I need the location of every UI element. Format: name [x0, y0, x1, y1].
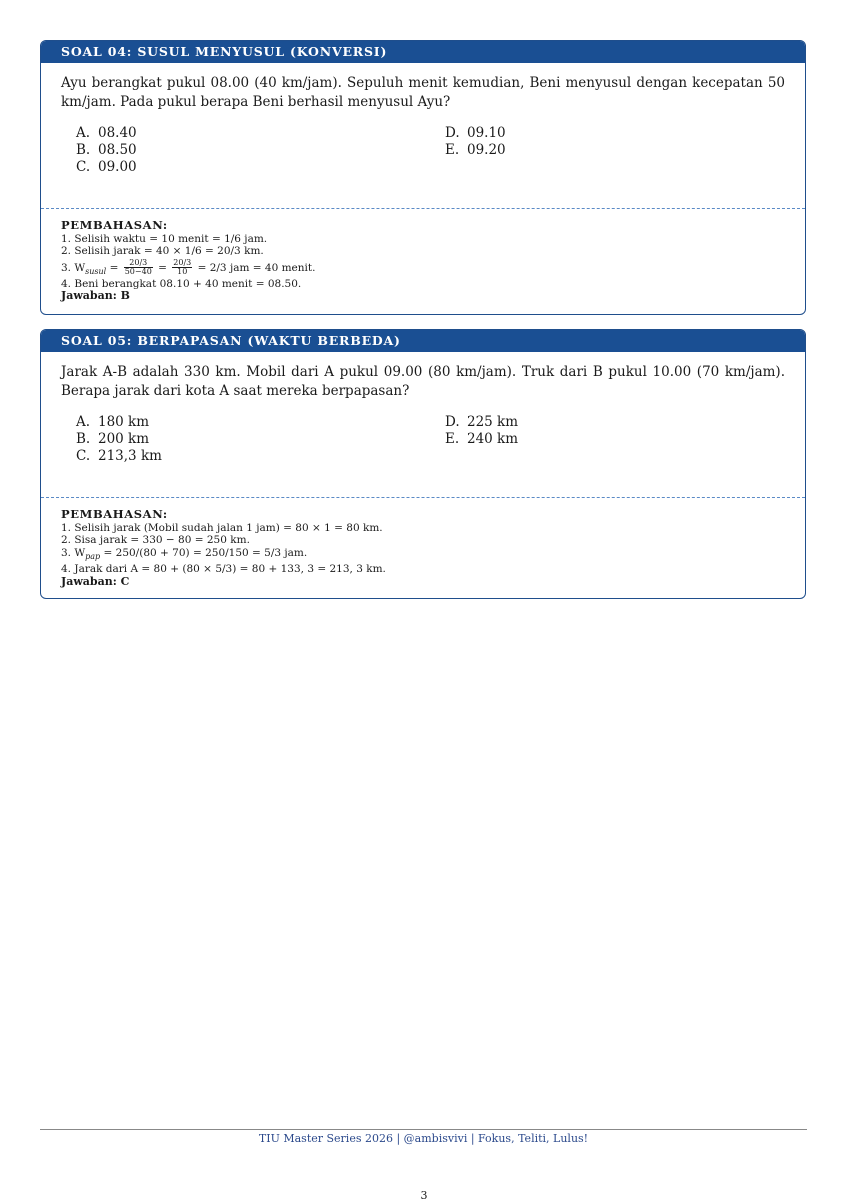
option-a: A. 08.40	[76, 125, 137, 141]
discussion-step-3: 3. $W_{pap} = 250/(80 + 70) = 250/150 = 5/3$ jam.	[61, 546, 308, 561]
option-b: B. 200 km	[76, 431, 150, 447]
option-c: C. 09.00	[76, 159, 137, 175]
fraction-2: $\frac{20/3}{10}$	[173, 258, 192, 276]
discussion-step-1: 1. Selisih jarak (Mobil sudah jalan 1 jam) = 80 × 1 = 80 km.	[61, 521, 383, 534]
option-e: E. 240 km	[445, 431, 519, 447]
card-header: SOAL 05: BERPAPASAN (WAKTU BERBEDA)	[41, 330, 805, 352]
discussion-step-2: 2. Selisih jarak = 40 × 1/6 = 20/3 km.	[61, 245, 264, 257]
options-list	[41, 125, 805, 197]
question-card-05	[40, 329, 806, 599]
card-header: SOAL 04: SUSUL MENYUSUL (KONVERSI)	[41, 41, 805, 63]
option-a: A. 180 km	[76, 414, 150, 430]
discussion-section	[61, 508, 785, 588]
discussion-section	[61, 219, 785, 303]
option-e: E. 09.20	[445, 142, 506, 158]
dashed-divider	[41, 497, 805, 498]
footer-text: TIU Master Series 2026 | @ambisvivi | Fokus, Teliti, Lulus!	[258, 1132, 589, 1145]
fraction-1: $\frac{20/3}{50-40}$	[124, 258, 152, 276]
option-d: D. 225 km	[445, 414, 519, 430]
discussion-step-2: 2. Sisa jarak = 330 − 80 = 250 km.	[61, 534, 250, 546]
discussion-step-1: 1. Selisih waktu = 10 menit = 1/6 jam.	[61, 232, 268, 245]
answer-text: Jawaban: C	[61, 574, 130, 588]
option-c: C. 213,3 km	[76, 448, 162, 464]
page-number: 3	[420, 1189, 428, 1202]
discussion-step-4: 4. Beni berangkat 08.10 + 40 menit = 08.50.	[61, 277, 302, 290]
discussion-step-3: 3. $W_{susul}$ = $\frac{20/3}{50-40}$ = $\frac{20/3}{10}$ = 2/3 jam = 40 menit.	[61, 258, 316, 276]
options-list	[41, 414, 805, 486]
answer-text: Jawaban: B	[61, 289, 130, 302]
option-d: D. 09.10	[445, 125, 506, 141]
discussion-title: PEMBAHASAN:	[61, 507, 168, 521]
question-text: Jarak A-B adalah 330 km. Mobil dari A pukul 09.00 (80 km/jam). Truk dari B pukul 10.00 (70 km/jam). Berapa jarak dari kota A saat mereka berpapasan?	[61, 364, 785, 399]
discussion-step-4: 4. Jarak dari A = 80 + (80 × 5/3) = 80 + 133, 3 = 213, 3 km.	[61, 563, 386, 576]
option-b: B. 08.50	[76, 142, 137, 158]
question-card-04	[40, 40, 806, 315]
discussion-title: PEMBAHASAN:	[61, 218, 168, 232]
footer-rule	[40, 1129, 807, 1130]
question-text: Ayu berangkat pukul 08.00 (40 km/jam). Sepuluh menit kemudian, Beni menyusul dengan kecepatan 50 km/jam. Pada pukul berapa Beni berhasil menyusul Ayu?	[61, 75, 785, 110]
dashed-divider	[41, 208, 805, 209]
